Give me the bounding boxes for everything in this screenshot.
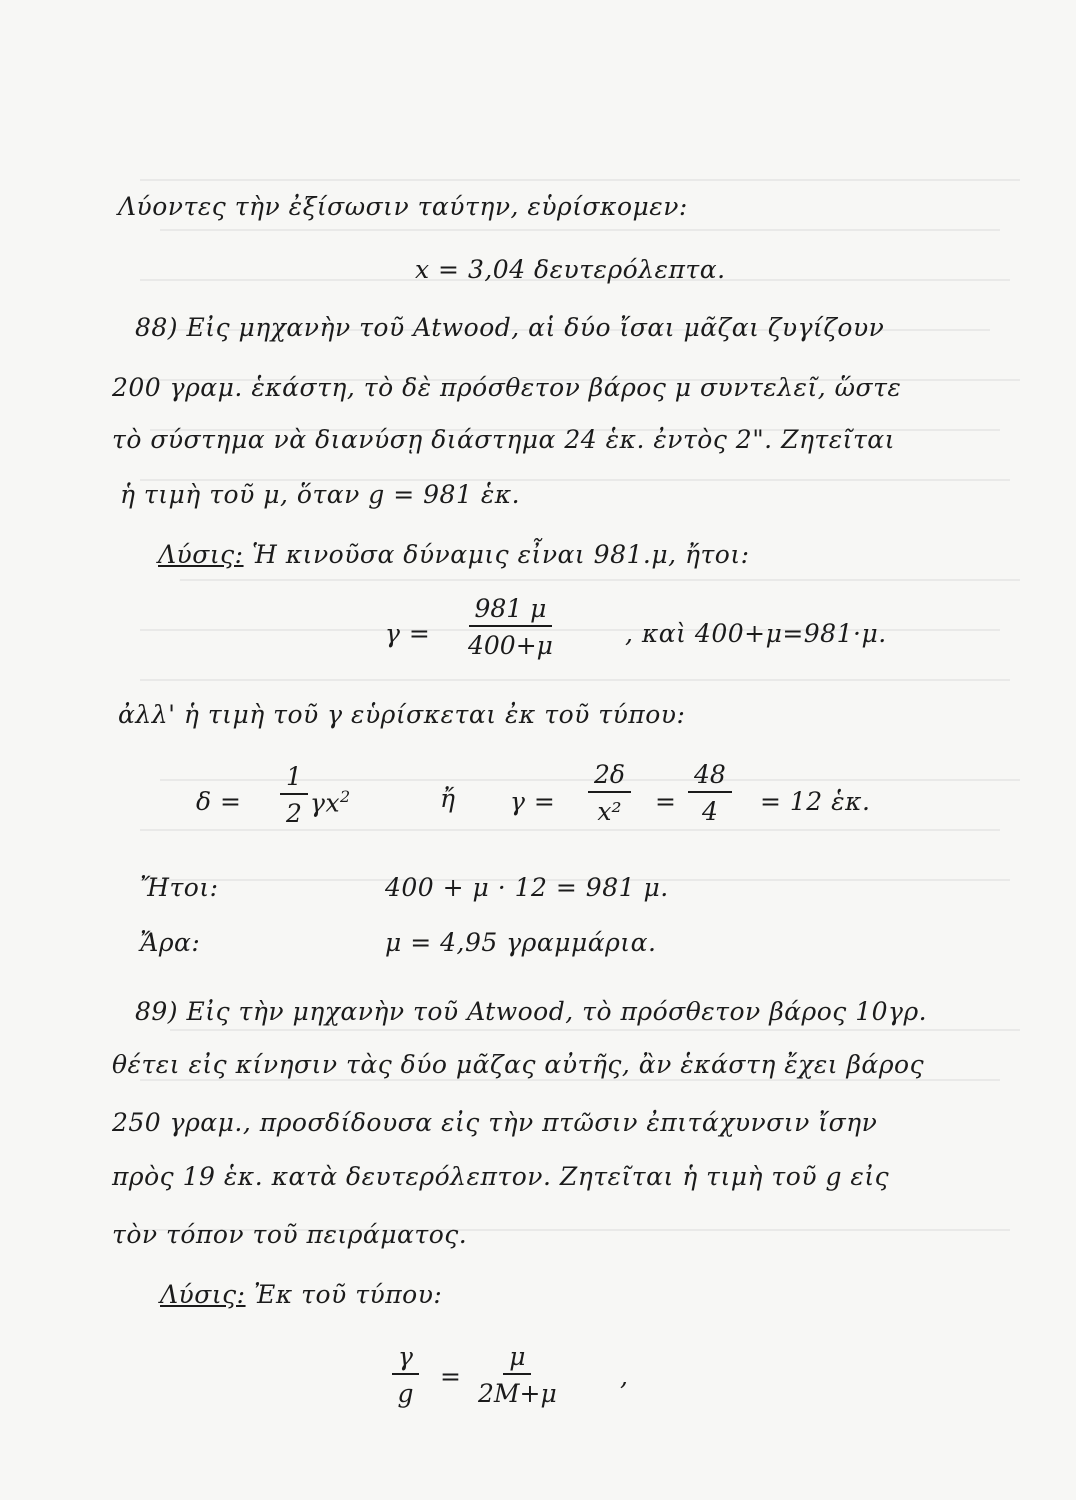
problem-88-line-1: 88) Εἰς μηχανὴν τοῦ Atwood, αἱ δύο ἴσαι μᾶζαι ζυγίζουν [135, 313, 885, 342]
problem-89-line-3: 250 γραμ., προσδίδουσα εἰς τὴν πτῶσιν ἐπιτάχυνσιν ἴσην [112, 1108, 878, 1137]
ara-label: Ἄρα: [140, 928, 201, 957]
problem-89-line-5: τὸν τόπον τοῦ πειράματος. [112, 1220, 468, 1249]
eq2-or: ἤ [440, 784, 456, 813]
solution-2-text: Ἐκ τοῦ τύπου: [254, 1280, 443, 1309]
eq3-left-den: g [397, 1379, 414, 1408]
eq3-left-fraction [392, 1342, 419, 1408]
problem-89-line-1: 89) Εἰς τὴν μηχανὴν τοῦ Atwood, τὸ πρόσθετον βάρος 10γρ. [135, 997, 928, 1026]
eq3-tail: , [620, 1362, 629, 1391]
eq1-numerator: 981 μ [469, 594, 553, 627]
problem-88-line-4: ἡ τιμὴ τοῦ μ, ὅταν g = 981 ἑκ. [120, 480, 521, 509]
solution-2-label: Λύσις: [160, 1280, 246, 1309]
eq1-denominator: 400+μ [468, 631, 553, 660]
htoi-label: Ἤτοι: [140, 873, 219, 902]
eq2-half-num: 1 [280, 762, 308, 795]
line-solving: Λύοντες τὴν ἐξίσωσιν ταύτην, εὑρίσκομεν: [118, 192, 688, 221]
problem-88-line-3: τὸ σύστημα νὰ διανύσῃ διάστημα 24 ἑκ. ἐντὸς 2". Ζητεῖται [112, 425, 895, 454]
problem-88-line-2: 200 γραμ. ἑκάστη, τὸ δὲ πρόσθετον βάρος μ συντελεῖ, ὥστε [112, 373, 902, 402]
eq1-lhs: γ = [385, 619, 431, 648]
eq2-f3-num: 48 [688, 760, 732, 793]
eq2-delta: δ = [196, 787, 242, 816]
solution-2-line [160, 1280, 442, 1309]
eq3-right-num: μ [503, 1342, 531, 1375]
eq2-f3-den: 4 [701, 797, 718, 826]
eq3-right-den: 2M+μ [478, 1379, 557, 1408]
eq2-square: 2 [340, 787, 351, 806]
eq2-f2-den: x² [597, 797, 622, 826]
eq2-gamma: γ = [510, 787, 556, 816]
eq2-frac-2d [588, 760, 631, 826]
eq2-half-den: 2 [286, 799, 302, 828]
eq2-f2-num: 2δ [588, 760, 631, 793]
result-x: x = 3,04 δευτερόλεπτα. [415, 255, 726, 284]
ara-equation: μ = 4,95 γραμμάρια. [385, 928, 657, 957]
eq2-gx [310, 787, 351, 817]
solution-1-line [158, 540, 750, 569]
eq2-gx-text: γx [310, 788, 341, 818]
eq2-result: = 12 ἑκ. [760, 787, 871, 816]
problem-89-line-4: πρὸς 19 ἑκ. κατὰ δευτερόλεπτον. Ζητεῖται ἡ τιμὴ τοῦ g εἰς [112, 1162, 890, 1191]
eq2-half [280, 762, 308, 828]
eq2-equals: = [655, 787, 677, 816]
eq3-right-fraction [478, 1342, 557, 1408]
eq3-equals: = [440, 1362, 462, 1391]
line-formula-intro: ἀλλ' ἡ τιμὴ τοῦ γ εὑρίσκεται ἐκ τοῦ τύπου: [118, 700, 686, 729]
eq1-rest: , καὶ 400+μ=981·μ. [625, 619, 887, 648]
eq2-frac-48 [688, 760, 732, 826]
htoi-equation: 400 + μ · 12 = 981 μ. [385, 873, 669, 902]
solution-1-label: Λύσις: [158, 540, 244, 569]
solution-1-text: Ἡ κινοῦσα δύναμις εἶναι 981.μ, ἤτοι: [252, 540, 750, 569]
problem-89-line-2: θέτει εἰς κίνησιν τὰς δύο μᾶζας αὐτῆς, ἂν ἑκάστη ἔχει βάρος [112, 1050, 925, 1079]
eq1-fraction [468, 594, 553, 660]
eq3-left-num: γ [392, 1342, 419, 1375]
